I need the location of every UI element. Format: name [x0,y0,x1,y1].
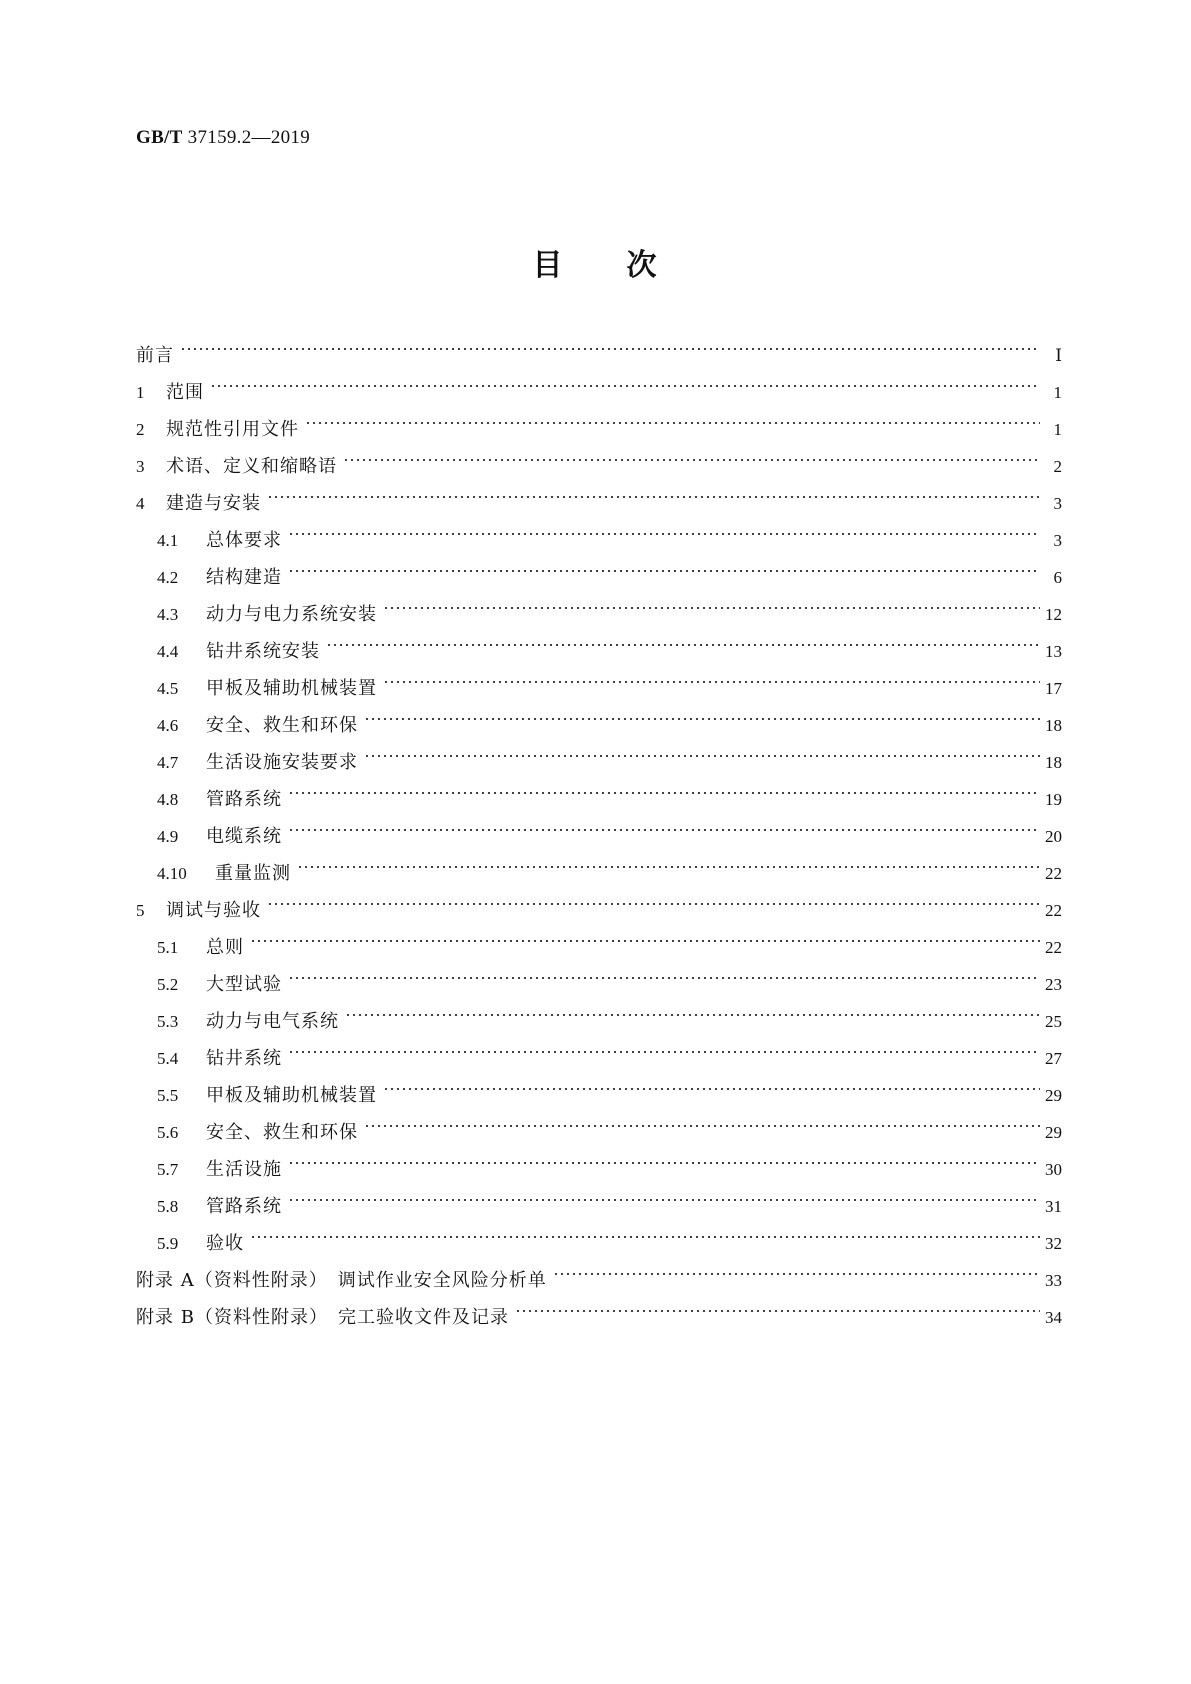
toc-page-number: 19 [1045,790,1062,809]
toc-entry-annex-a[interactable] [136,1249,1062,1291]
dot-leader [345,990,1040,1027]
standard-number [136,127,310,149]
toc-page-number: 13 [1045,642,1062,661]
toc-entry-title: 管路系统 [206,1196,282,1217]
toc-page-number: 12 [1045,605,1062,624]
toc-page-number: 34 [1045,1308,1062,1327]
toc-entry-number: 3 [136,457,145,476]
toc-entry-title: 附录 A（资料性附录） 调试作业安全风险分析单 [136,1270,547,1291]
standard-code: GB/T [136,127,183,148]
dot-leader [267,879,1040,916]
toc-entry-number: 4.5 [157,679,179,698]
toc-entry-number: 4 [136,494,145,513]
dot-leader [250,916,1040,953]
table-of-contents [136,324,1062,1328]
toc-entry-title: 生活设施安装要求 [206,752,358,773]
toc-entry-5[interactable] [136,879,1062,921]
dot-leader [383,1064,1040,1101]
dot-leader [288,1175,1040,1212]
page-title-char-2: 次 [626,248,659,284]
toc-entry-title: 电缆系统 [206,826,282,847]
dot-leader [364,694,1040,731]
toc-entry-title: 重量监测 [215,863,291,884]
toc-entry-5-9[interactable] [136,1212,1062,1254]
dot-leader [364,1101,1040,1138]
toc-page-number: 23 [1045,975,1062,994]
toc-entry-number: 4.9 [157,827,179,846]
dot-leader [553,1249,1040,1286]
dot-leader [305,398,1040,435]
dot-leader [383,583,1040,620]
dot-leader [267,472,1040,509]
toc-entry-title: 钻井系统安装 [206,641,320,662]
page-title [0,246,1191,286]
toc-entry-number: 5.6 [157,1123,179,1142]
toc-entry-title: 钻井系统 [206,1048,282,1069]
toc-page-number: 17 [1045,679,1062,698]
toc-page-number: 1 [1053,383,1062,402]
dot-leader [343,435,1040,472]
toc-entry-number: 4.4 [157,642,179,661]
dot-leader [383,657,1040,694]
toc-page-number: 22 [1045,938,1062,957]
toc-entry-title: 动力与电力系统安装 [206,604,377,625]
dot-leader [288,509,1040,546]
dot-leader [297,842,1040,879]
toc-entry-number: 5.9 [157,1234,179,1253]
toc-entry-number: 4.3 [157,605,179,624]
toc-entry-number: 5 [136,901,145,920]
toc-page-number: 18 [1045,753,1062,772]
toc-entry-4-1[interactable] [136,509,1062,551]
toc-entry-number: 4.7 [157,753,179,772]
toc-entry-title: 大型试验 [206,974,282,995]
dot-leader [326,620,1040,657]
toc-entry-number: 4.1 [157,531,179,550]
toc-entry-number: 2 [136,420,145,439]
toc-page-number: 30 [1045,1160,1062,1179]
toc-entry-title: 术语、定义和缩略语 [166,456,337,477]
dot-leader [288,546,1040,583]
page-title-char-1: 目 [532,248,565,284]
toc-entry-title: 前言 [136,345,174,366]
toc-entry-title: 附录 B（资料性附录） 完工验收文件及记录 [136,1307,509,1328]
toc-page-number: 20 [1045,827,1062,846]
toc-page-number: 3 [1053,494,1062,513]
toc-entry-title: 生活设施 [206,1159,282,1180]
toc-entry-title: 管路系统 [206,789,282,810]
toc-entry-title: 安全、救生和环保 [206,715,358,736]
toc-entry-title: 调试与验收 [166,900,261,921]
dot-leader [364,731,1040,768]
toc-page-number: 31 [1045,1197,1062,1216]
standard-year-number: 37159.2—2019 [187,127,311,148]
toc-entry-title: 结构建造 [206,567,282,588]
toc-entry-foreword[interactable] [136,324,1062,366]
toc-page-number: 22 [1045,864,1062,883]
toc-entry-title: 总则 [206,937,244,958]
toc-entry-5-1[interactable] [136,916,1062,958]
dot-leader [515,1286,1040,1323]
toc-entry-1[interactable] [136,361,1062,403]
dot-leader [250,1212,1040,1249]
toc-entry-title: 甲板及辅助机械装置 [206,1085,377,1106]
dot-leader [210,361,1040,398]
toc-page-number: Ⅰ [1055,346,1062,365]
toc-page-number: 18 [1045,716,1062,735]
dot-leader [288,953,1040,990]
toc-page-number: 6 [1053,568,1062,587]
toc-page-number: 33 [1045,1271,1062,1290]
toc-entry-number: 4.8 [157,790,179,809]
toc-entry-4[interactable] [136,472,1062,514]
toc-page-number: 29 [1045,1086,1062,1105]
dot-leader [288,768,1040,805]
toc-entry-title: 验收 [206,1233,244,1254]
toc-entry-number: 1 [136,383,145,402]
dot-leader [288,1027,1040,1064]
toc-entry-title: 甲板及辅助机械装置 [206,678,377,699]
toc-entry-number: 5.5 [157,1086,179,1105]
toc-page-number: 29 [1045,1123,1062,1142]
toc-entry-number: 5.3 [157,1012,179,1031]
toc-entry-number: 4.10 [157,864,187,883]
toc-entry-number: 4.2 [157,568,179,587]
toc-entry-5-2[interactable] [136,953,1062,995]
toc-entry-title: 建造与安装 [166,493,261,514]
toc-entry-title: 安全、救生和环保 [206,1122,358,1143]
toc-entry-number: 5.2 [157,975,179,994]
toc-entry-title: 规范性引用文件 [166,419,299,440]
toc-entry-number: 5.1 [157,938,179,957]
toc-entry-number: 4.6 [157,716,179,735]
toc-page-number: 25 [1045,1012,1062,1031]
toc-entry-title: 动力与电气系统 [206,1011,339,1032]
toc-entry-title: 总体要求 [206,530,282,551]
dot-leader [180,324,1040,361]
toc-entry-title: 范围 [166,382,204,403]
toc-page-number: 3 [1053,531,1062,550]
toc-page-number: 2 [1053,457,1062,476]
dot-leader [288,805,1040,842]
toc-page-number: 22 [1045,901,1062,920]
dot-leader [288,1138,1040,1175]
toc-entry-number: 5.8 [157,1197,179,1216]
toc-page-number: 32 [1045,1234,1062,1253]
toc-page-number: 1 [1053,420,1062,439]
toc-page-number: 27 [1045,1049,1062,1068]
toc-entry-number: 5.7 [157,1160,179,1179]
toc-entry-2[interactable] [136,398,1062,440]
toc-entry-number: 5.4 [157,1049,179,1068]
